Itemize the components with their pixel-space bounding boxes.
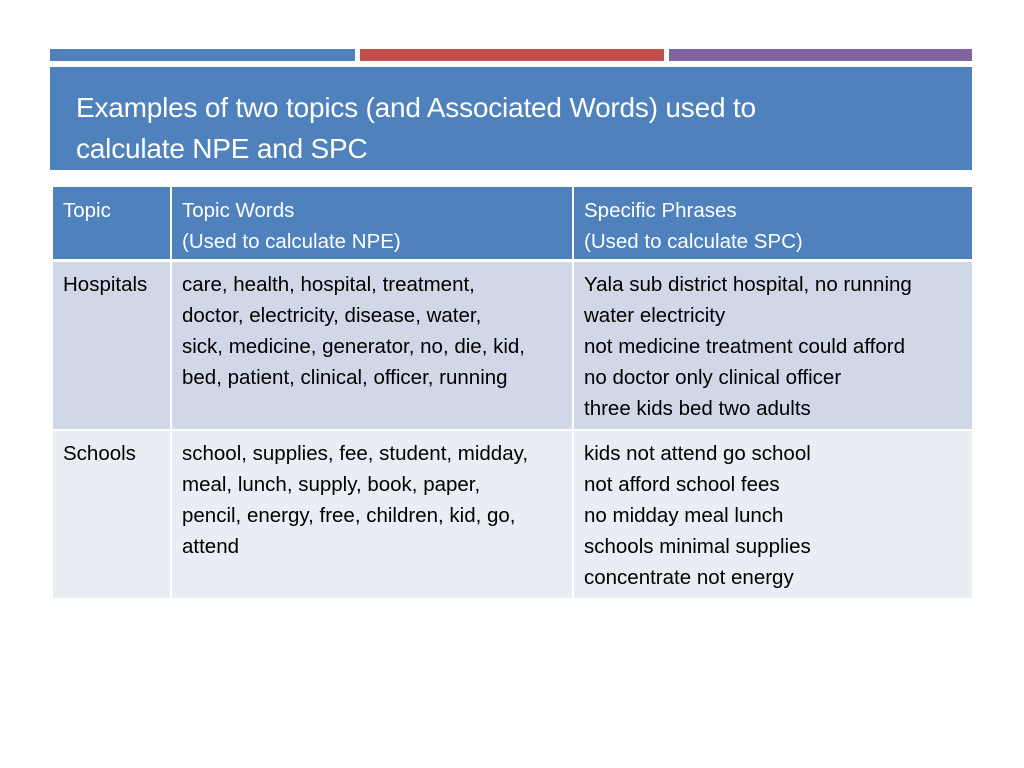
table-row	[52, 430, 973, 598]
phrase-line: concentrate not energy	[584, 566, 794, 589]
phrase-line: not medicine treatment could afford	[584, 335, 905, 358]
topic-words-line: doctor, electricity, disease, water,	[182, 304, 482, 327]
cell-topic-words	[171, 261, 573, 431]
header-specific-phrases-label: Specific Phrases	[584, 199, 737, 222]
header-topic-words-label: Topic Words	[182, 199, 295, 222]
slide-title-line: calculate NPE and SPC	[76, 133, 368, 164]
cell-topic-words	[171, 430, 573, 598]
phrase-line: three kids bed two adults	[584, 397, 811, 420]
header-specific-phrases	[573, 187, 973, 261]
header-topic-words-sublabel: (Used to calculate NPE)	[182, 230, 401, 253]
accent-bar-red	[360, 49, 664, 61]
cell-specific-phrases	[573, 430, 973, 598]
phrase-line: Yala sub district hospital, no running	[584, 273, 912, 296]
topic-words-line: meal, lunch, supply, book, paper,	[182, 473, 481, 496]
header-topic	[52, 187, 171, 261]
topic-name: Schools	[63, 442, 136, 465]
phrase-line: not afford school fees	[584, 473, 780, 496]
topic-words-line: school, supplies, fee, student, midday,	[182, 442, 529, 465]
cell-topic	[52, 261, 171, 431]
accent-bar-blue	[50, 49, 355, 61]
topic-words-line: sick, medicine, generator, no, die, kid,	[182, 335, 525, 358]
topic-words-line: care, health, hospital, treatment,	[182, 273, 475, 296]
topic-words-line: pencil, energy, free, children, kid, go,	[182, 504, 516, 527]
topic-words-line: attend	[182, 535, 239, 558]
topics-table	[51, 187, 974, 598]
phrase-line: no midday meal lunch	[584, 504, 784, 527]
phrase-line: schools minimal supplies	[584, 535, 811, 558]
topic-name: Hospitals	[63, 273, 148, 296]
header-topic-words	[171, 187, 573, 261]
phrase-line: no doctor only clinical officer	[584, 366, 842, 389]
phrase-line: water electricity	[584, 304, 726, 327]
table-header-row	[52, 187, 973, 261]
slide-title-line: Examples of two topics (and Associated Words) used to	[76, 92, 756, 123]
topic-words-line: bed, patient, clinical, officer, running	[182, 366, 508, 389]
phrase-line: kids not attend go school	[584, 442, 811, 465]
header-specific-phrases-sublabel: (Used to calculate SPC)	[584, 230, 803, 253]
cell-specific-phrases	[573, 261, 973, 431]
cell-topic	[52, 430, 171, 598]
table-row	[52, 261, 973, 431]
title-banner	[50, 67, 972, 170]
header-topic-label: Topic	[63, 199, 111, 222]
slide-title	[76, 87, 948, 169]
accent-bar-purple	[669, 49, 972, 61]
